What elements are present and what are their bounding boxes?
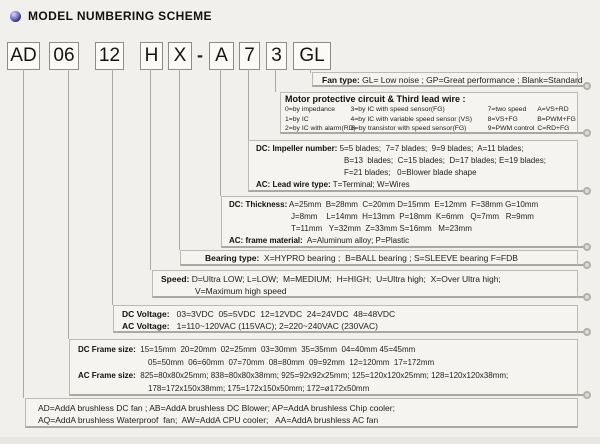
section-speed: Speed: D=Ultra LOW; L=LOW; M=MEDIUM; H=HIGH; U=Ultra high; X=Over Ultra high; V=Maximum high speed xyxy=(152,270,578,298)
section-prefix-meanings: AD=AddA brushless DC fan ; AB=AddA brushless DC Blower; AP=AddA brushless Chip cooler; AQ=AddA brushless Waterproof fan; AW=AddA CPU cooler; AA=AddA brushless AC fan xyxy=(25,398,578,428)
connector-line xyxy=(68,69,69,339)
model-box-bearing: X xyxy=(168,42,192,70)
ring-dot-icon xyxy=(583,328,591,336)
model-box-fan-type: GL xyxy=(293,42,331,70)
model-box-impeller: 7 xyxy=(239,42,260,70)
model-box-thickness: A xyxy=(209,42,234,70)
page-edge-band xyxy=(0,437,600,444)
section-thickness: DC: Thickness: A=25mm B=28mm C=20mm D=15mm E=12mm F=38mm G=10mm J=8mm L=14mm H=13mm P=18mm K=6mm Q=7mm R=9mm T=11mm Y=32mm Z=33mm S=16mm M=23mm AC: frame material: A=Aluminum alloy; P=Plastic xyxy=(221,196,578,248)
connector-line xyxy=(275,69,276,92)
fan-type-values: GL= Low noise ; GP=Great performance ; Blank=Standard xyxy=(359,75,583,85)
motor-section-title: Motor protective circuit & Third lead wire : xyxy=(285,94,466,104)
model-box-voltage: 12 xyxy=(95,42,124,70)
motor-row: 1=by IC 4=by IC with variable speed sensor (VS) 8=VS+FG B=PWM+FG xyxy=(285,115,576,123)
model-box-frame-size: 06 xyxy=(49,42,79,70)
motor-row: 2=by IC with alarm(RD) 6=by transistor with speed sensor(FG) 9=PWM control C=RD+FG xyxy=(285,125,570,132)
connector-line xyxy=(220,69,221,196)
motor-row: 0=by impedance 3=by IC with speed sensor(FG) 7=two speed A=VS+RD xyxy=(285,106,569,113)
model-box-speed: H xyxy=(140,42,163,70)
section-motor-protective-circuit xyxy=(280,92,578,134)
connector-line xyxy=(179,69,180,250)
model-box-prefix: AD xyxy=(7,42,40,70)
connector-line xyxy=(150,69,151,270)
ring-dot-icon xyxy=(583,261,591,269)
connector-line xyxy=(23,69,24,398)
ring-dot-icon xyxy=(583,129,591,137)
ring-dot-icon xyxy=(583,243,591,251)
code-separator-dash: - xyxy=(197,44,203,65)
ring-dot-icon xyxy=(583,391,591,399)
ring-dot-icon xyxy=(583,293,591,301)
ring-dot-icon xyxy=(583,187,591,195)
section-voltage: DC Voltage: 03=3VDC 05=5VDC 12=12VDC 24=24VDC 48=48VDC AC Voltage: 1=110~120VAC (115VAC); 2=220~240VAC (230VAC) xyxy=(113,305,578,333)
section-bearing-type: Bearing type: X=HYPRO bearing ; B=BALL bearing ; S=SLEEVE bearing F=FDB xyxy=(180,250,578,266)
fan-type-label: Fan type: xyxy=(322,75,360,85)
model-box-motor-circuit: 3 xyxy=(266,42,287,70)
connector-line xyxy=(112,69,113,305)
sphere-bullet-icon xyxy=(10,11,21,22)
connector-line xyxy=(248,69,249,140)
page-header xyxy=(10,9,212,23)
section-impeller-number: DC: Impeller number: 5=5 blades; 7=7 blades; 9=9 blades; A=11 blades; B=13 blades; C=15 blades; D=17 blades; E=19 blades; F=21 blades; 0=Blower blade shape AC: Lead wire type: T=Terminal; W=Wires xyxy=(248,140,578,192)
connector-line xyxy=(310,69,311,73)
section-fan-type xyxy=(312,72,583,87)
ring-dot-icon xyxy=(583,82,591,90)
section-frame-size: DC Frame size: 15=15mm 20=20mm 02=25mm 03=30mm 35=35mm 04=40mm 45=45mm 05=50mm 06=60mm 07=70mm 08=80mm 09=92mm 12=120mm 17=172mm AC Frame size: 825=80x80x25mm; 838=80x80x38mm; 925=92x92x25mm; 125=120x120x25mm; 128=120x120x38mm; 178=172x150x38mm; 175=172x150x50mm; 172=ø172x50mm xyxy=(69,339,578,396)
page-title: MODEL NUMBERING SCHEME xyxy=(28,9,212,23)
